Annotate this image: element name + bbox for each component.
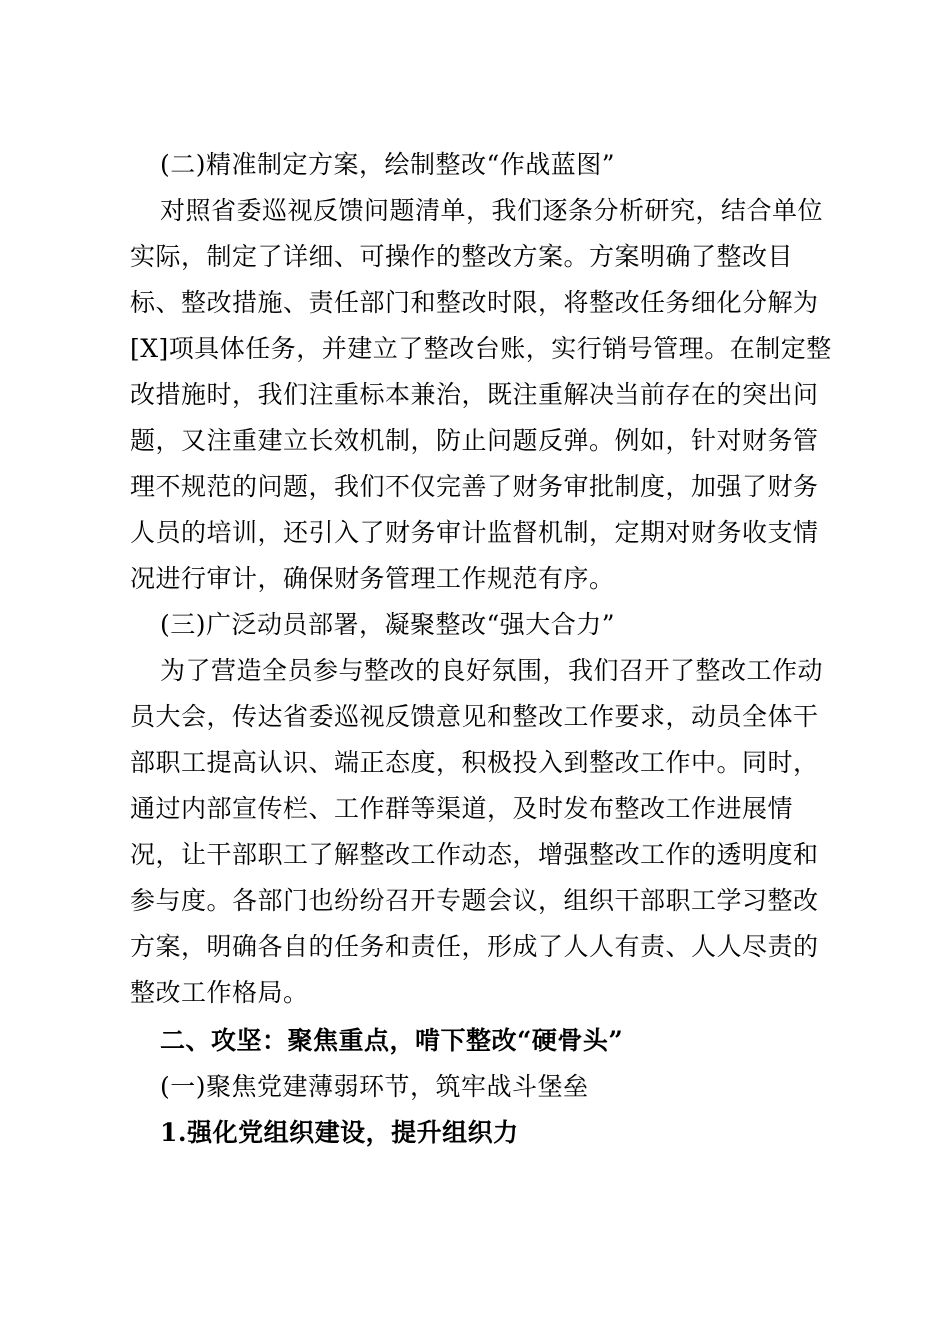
paragraph-line: 人员的培训，还引入了财务审计监督机制，定期对财务收支情 [130,518,819,547]
paragraph-line: 改措施时，我们注重标本兼治，既注重解决当前存在的突出问 [130,380,819,409]
subsection-heading-1: (一)聚焦党建薄弱环节，筑牢战斗堡垒 [160,1072,589,1101]
paragraph-line: 对照省委巡视反馈问题清单，我们逐条分析研究，结合单位 [160,196,824,225]
paragraph-line: 部职工提高认识、端正态度，积极投入到整改工作中。同时， [130,748,819,777]
paragraph-line: 整改工作格局。 [130,978,309,1007]
paragraph-line: [X]项具体任务，并建立了整改台账，实行销号管理。在制定整 [130,334,832,363]
paragraph-line: 员大会，传达省委巡视反馈意见和整改工作要求，动员全体干 [130,702,819,731]
item-heading-1: 1.强化党组织建设，提升组织力 [160,1118,519,1147]
paragraph-line: 通过内部宣传栏、工作群等渠道，及时发布整改工作进展情 [130,794,794,823]
section-heading-3: (三)广泛动员部署，凝聚整改“强大合力” [160,610,616,639]
paragraph-line: 理不规范的问题，我们不仅完善了财务审批制度，加强了财务 [130,472,819,501]
paragraph-line: 况，让干部职工了解整改工作动态，增强整改工作的透明度和 [130,840,819,869]
paragraph-line: 方案，明确各自的任务和责任，形成了人人有责、人人尽责的 [130,932,819,961]
paragraph-line: 参与度。各部门也纷纷召开专题会议，组织干部职工学习整改 [130,886,819,915]
paragraph-line: 为了营造全员参与整改的良好氛围，我们召开了整改工作动 [160,656,824,685]
section-heading-2: (二)精准制定方案，绘制整改“作战蓝图” [160,150,616,179]
paragraph-line: 实际，制定了详细、可操作的整改方案。方案明确了整改目 [130,242,794,271]
chapter-heading-2: 二、攻坚：聚焦重点，啃下整改“硬骨头” [160,1026,624,1055]
paragraph-line: 况进行审计，确保财务管理工作规范有序。 [130,564,615,593]
paragraph-line: 题，又注重建立长效机制，防止问题反弹。例如，针对财务管 [130,426,819,455]
paragraph-line: 标、整改措施、责任部门和整改时限，将整改任务细化分解为 [130,288,819,317]
